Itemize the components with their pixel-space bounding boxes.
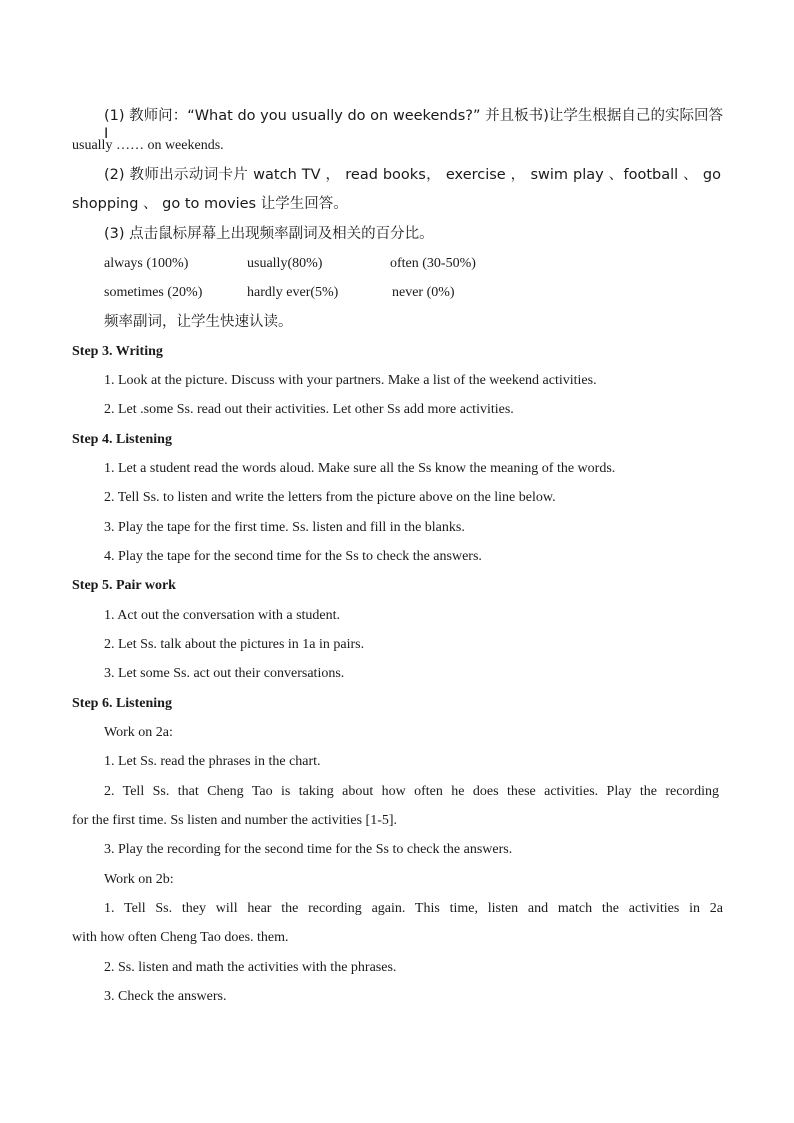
step-3-line-1: 1. Look at the picture. Discuss with your partners. Make a list of the weekend activities. (104, 373, 597, 388)
intro-line-3: (3) 点击鼠标屏幕上出现频率副词及相关的百分比。 (104, 226, 434, 242)
work-2b-label: Work on 2b: (104, 872, 174, 887)
step-6-heading: Step 6. Listening (72, 696, 172, 711)
step-3-heading: Step 3. Writing (72, 344, 163, 359)
freq-usually: usually(80%) (247, 256, 323, 271)
step-6-2a-line-1: 1. Let Ss. read the phrases in the chart. (104, 754, 321, 769)
work-2a-label: Work on 2a: (104, 725, 173, 740)
step-4-line-1: 1. Let a student read the words aloud. Make sure all the Ss know the meaning of the words. (104, 461, 616, 476)
step-3-line-2: 2. Let .some Ss. read out their activities. Let other Ss add more activities. (104, 402, 514, 417)
step-5-heading: Step 5. Pair work (72, 578, 176, 593)
step-4-line-2: 2. Tell Ss. to listen and write the letters from the picture above on the line below. (104, 490, 556, 505)
freq-often: often (30-50%) (390, 256, 476, 271)
step-6-2b-line-1: 1. Tell Ss. they will hear the recording again. This time, listen and match the activities in 2a (104, 901, 723, 916)
freq-never: never (0%) (392, 285, 455, 300)
step-6-2b-line-2: 2. Ss. listen and math the activities with the phrases. (104, 960, 397, 975)
freq-sometimes: sometimes (20%) (104, 285, 203, 300)
intro-line-2a: (2) 教师出示动词卡片 watch TV ， read books， exercise ， swim play 、football 、 go (104, 167, 721, 183)
freq-hardly-ever: hardly ever(5%) (247, 285, 339, 300)
intro-line-1b: usually …… on weekends. (72, 138, 224, 153)
freq-always: always (100%) (104, 256, 189, 271)
freq-note: 频率副词，让学生快速认读。 (104, 314, 293, 330)
step-6-2a-line-2: 2. Tell Ss. that Cheng Tao is taking about how often he does these activities. Play the recording (104, 784, 719, 799)
intro-line-1a: (1) 教师问：“What do you usually do on weekends?” 并且板书)让学生根据自己的实际回答 I (104, 108, 723, 142)
step-5-line-3: 3. Let some Ss. act out their conversations. (104, 666, 345, 681)
step-6-2b-line-3: 3. Check the answers. (104, 989, 227, 1004)
step-4-line-3: 3. Play the tape for the first time. Ss. listen and fill in the blanks. (104, 520, 465, 535)
step-5-line-2: 2. Let Ss. talk about the pictures in 1a in pairs. (104, 637, 365, 652)
step-6-2b-line-1-cont: with how often Cheng Tao does. them. (72, 930, 289, 945)
intro-line-2b: shopping 、 go to movies 让学生回答。 (72, 196, 348, 212)
step-6-2a-line-3: 3. Play the recording for the second time for the Ss to check the answers. (104, 842, 513, 857)
step-6-2a-line-2-cont: for the first time. Ss listen and number the activities [1-5]. (72, 813, 398, 828)
step-4-heading: Step 4. Listening (72, 432, 172, 447)
step-4-line-4: 4. Play the tape for the second time for the Ss to check the answers. (104, 549, 482, 564)
step-5-line-1: 1. Act out the conversation with a student. (104, 608, 341, 623)
